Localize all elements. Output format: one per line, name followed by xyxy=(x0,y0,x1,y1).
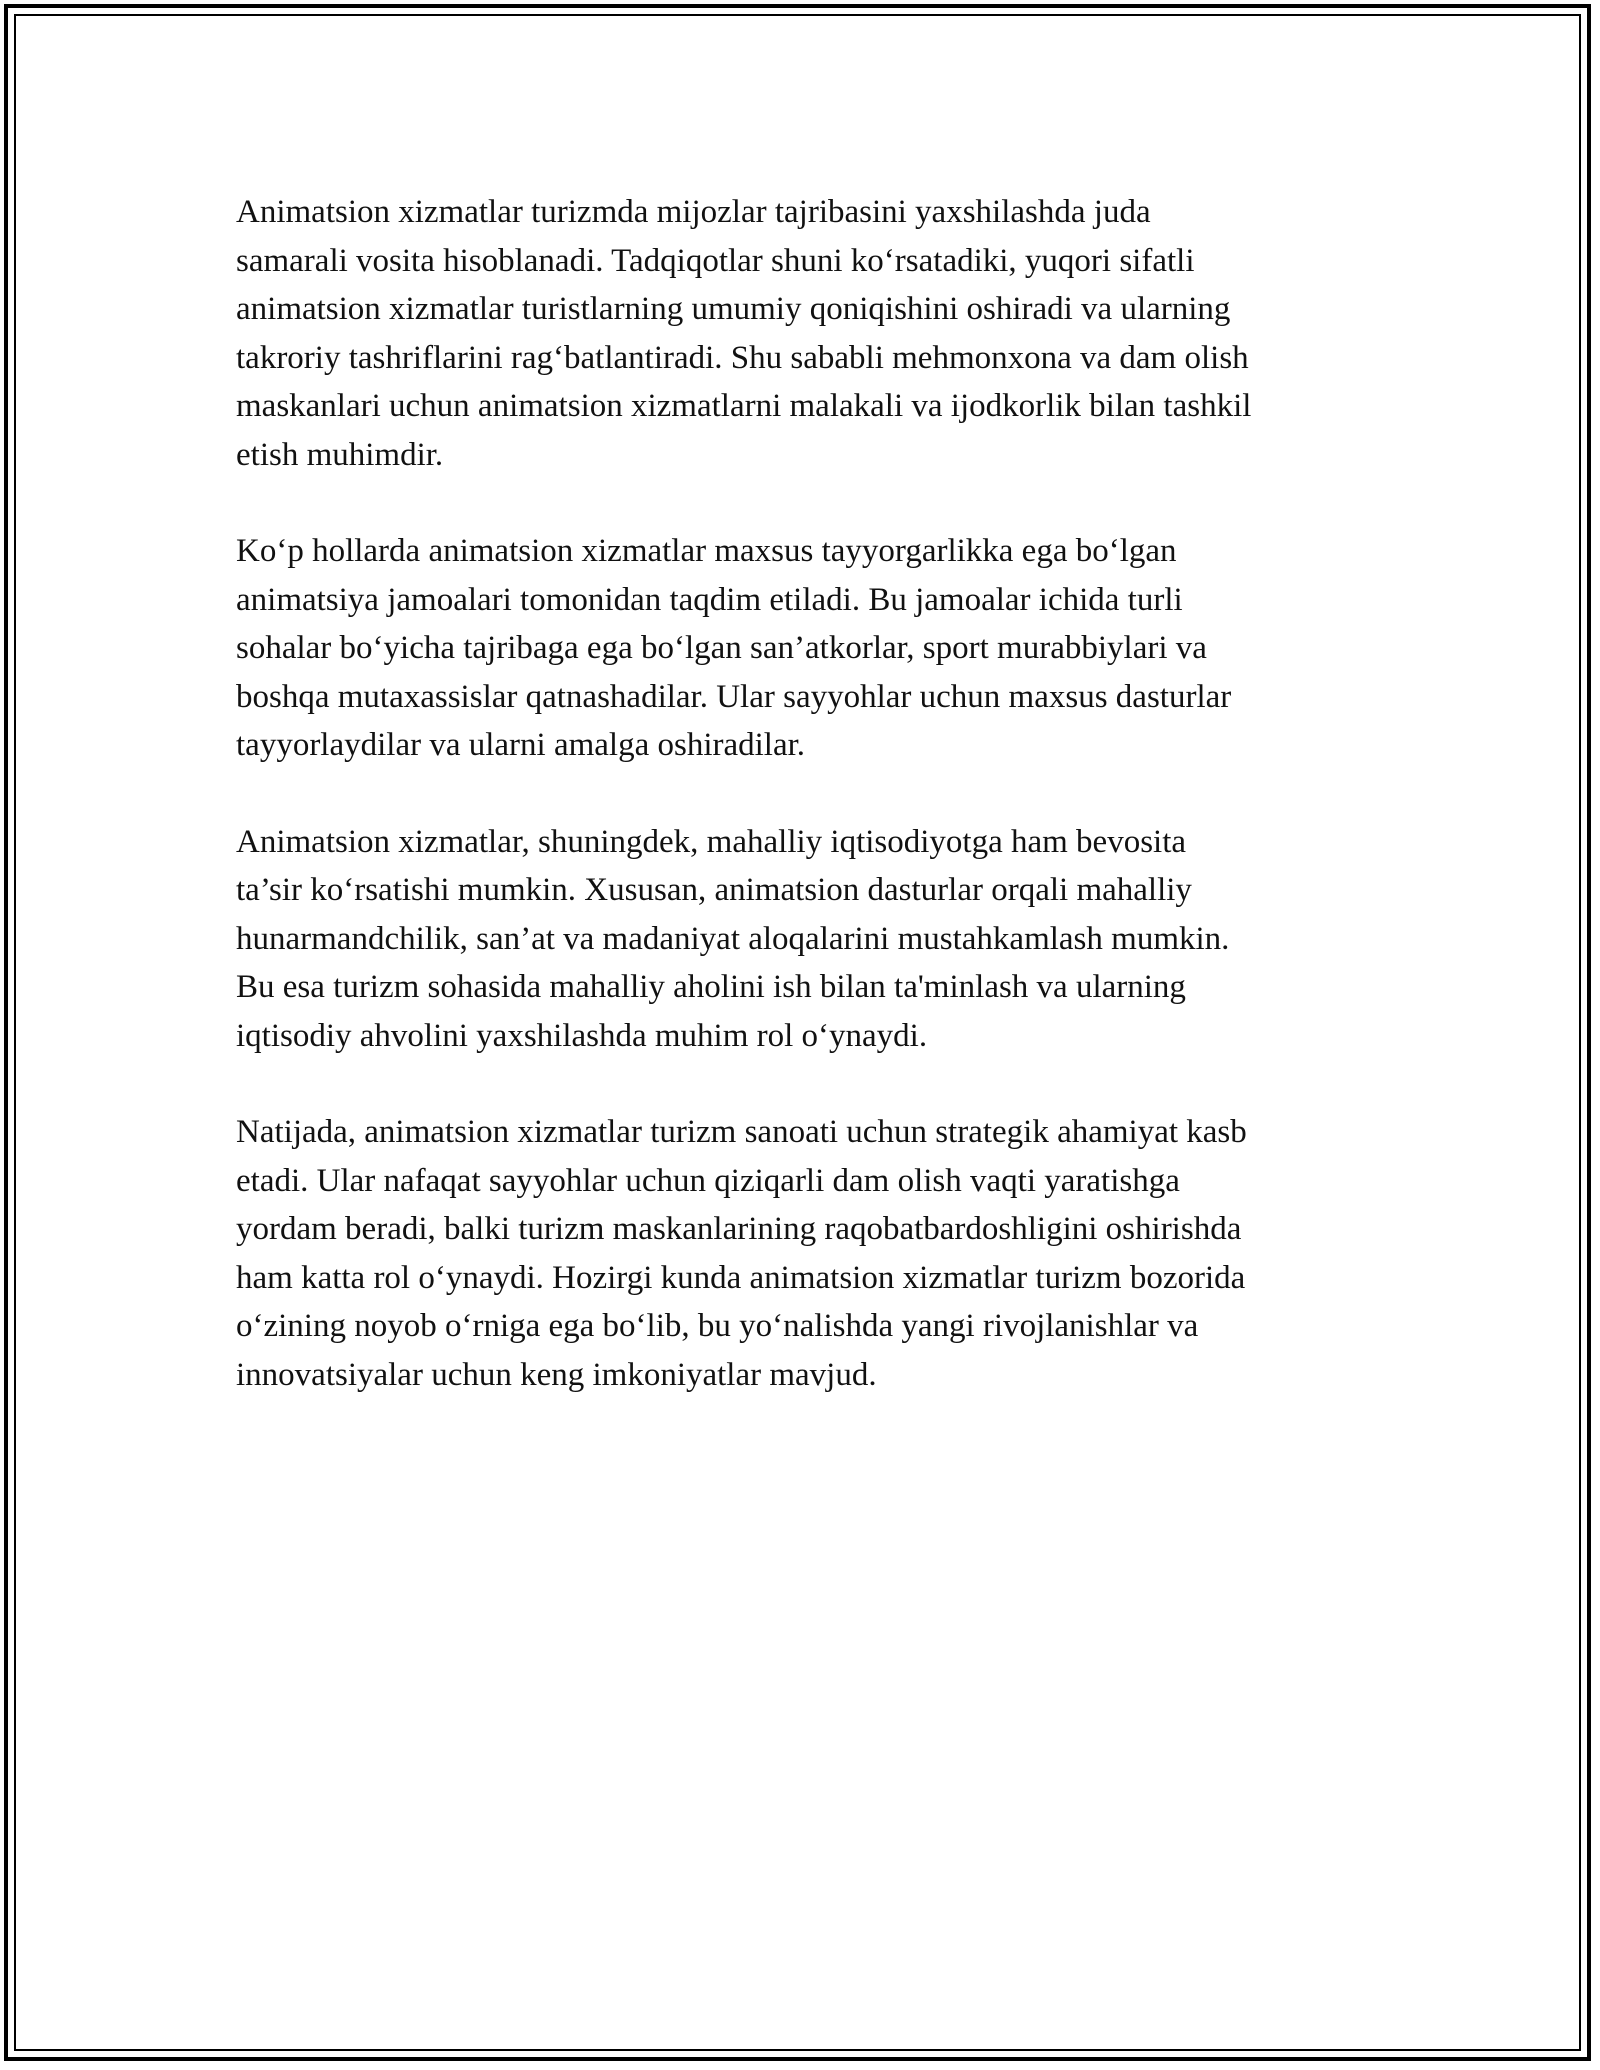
paragraph-line: etadi. Ular nafaqat sayyohlar uchun qiziqarli dam olish vaqti yaratishga xyxy=(236,1162,1180,1199)
paragraph-line: iqtisodiy ahvolini yaxshilashda muhim rol oʻynaydi. xyxy=(236,1017,928,1054)
paragraph-2 xyxy=(236,527,1376,770)
paragraph-line: sohalar boʻyicha tajribaga ega boʻlgan san’atkorlar, sport murabbiylari va xyxy=(236,630,1207,666)
paragraph-line: Koʻp hollarda animatsion xizmatlar maxsus tayyorgarlikka ega boʻlgan xyxy=(236,533,1177,569)
paragraph-1 xyxy=(236,188,1376,479)
paragraph-line: animatsiya jamoalari tomonidan taqdim etiladi. Bu jamoalar ichida turli xyxy=(236,581,1183,618)
document-body xyxy=(236,188,1376,1447)
paragraph-line: takroriy tashriflarini ragʻbatlantiradi. Shu sababli mehmonxona va dam olish xyxy=(236,339,1249,376)
paragraph-line: maskanlari uchun animatsion xizmatlarni malakali va ijodkorlik bilan tashkil xyxy=(236,388,1252,424)
paragraph-line: tayyorlaydilar va ularni amalga oshiradilar. xyxy=(236,727,806,763)
paragraph-line: Animatsion xizmatlar, shuningdek, mahalliy iqtisodiyotga ham bevosita xyxy=(236,823,1187,860)
paragraph-line: innovatsiyalar uchun keng imkoniyatlar mavjud. xyxy=(236,1356,877,1393)
paragraph-line: ham katta rol oʻynaydi. Hozirgi kunda animatsion xizmatlar turizm bozorida xyxy=(236,1259,1246,1296)
paragraph-line: yordam beradi, balki turizm maskanlarining raqobatbardoshligini oshirishda xyxy=(236,1211,1242,1247)
paragraph-line: etish muhimdir. xyxy=(236,436,444,473)
paragraph-line: oʻzining noyob oʻrniga ega boʻlib, bu yoʻnalishda yangi rivojlanishlar va xyxy=(236,1308,1199,1344)
paragraph-line: hunarmandchilik, san’at va madaniyat aloqalarini mustahkamlash mumkin. xyxy=(236,920,1230,957)
paragraph-line: animatsion xizmatlar turistlarning umumiy qoniqishini oshiradi va ularning xyxy=(236,291,1231,327)
paragraph-line: boshqa mutaxassislar qatnashadilar. Ular sayyohlar uchun maxsus dasturlar xyxy=(236,678,1232,715)
paragraph-line: samarali vosita hisoblanadi. Tadqiqotlar shuni koʻrsatadiki, yuqori sifatli xyxy=(236,242,1195,279)
paragraph-line: Bu esa turizm sohasida mahalliy aholini ish bilan ta'minlash va ularning xyxy=(236,969,1186,1005)
paragraph-4 xyxy=(236,1108,1376,1399)
paragraph-line: Natijada, animatsion xizmatlar turizm sanoati uchun strategik ahamiyat kasb xyxy=(236,1114,1247,1150)
paragraph-3 xyxy=(236,818,1376,1061)
paragraph-line: Animatsion xizmatlar turizmda mijozlar tajribasini yaxshilashda juda xyxy=(236,194,1151,230)
paragraph-line: ta’sir koʻrsatishi mumkin. Xususan, animatsion dasturlar orqali mahalliy xyxy=(236,872,1192,908)
